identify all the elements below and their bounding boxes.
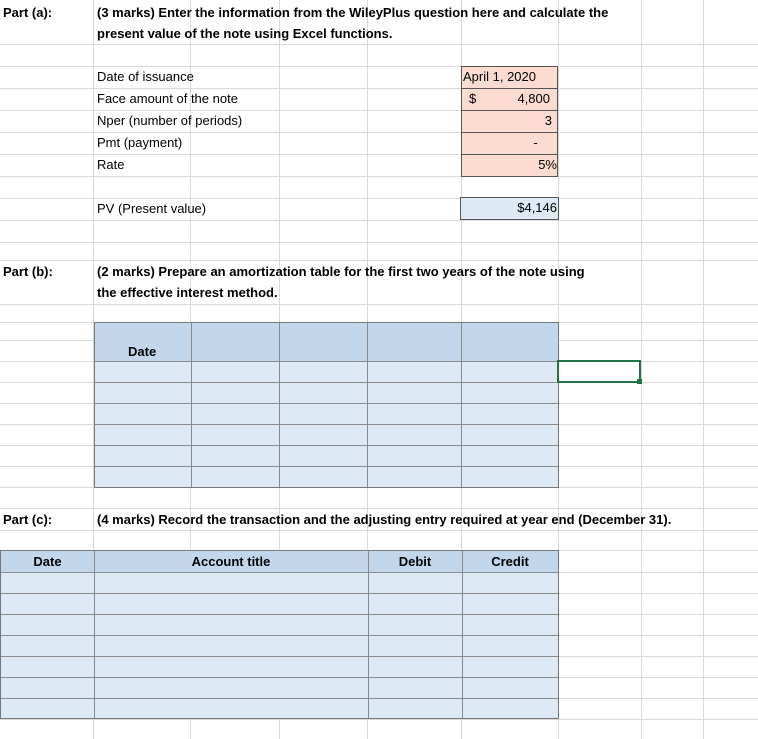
part-b-label: Part (b): <box>3 264 53 279</box>
face-amount-label: Face amount of the note <box>97 91 238 106</box>
journal-date-header: Date <box>33 554 62 569</box>
pv-label: PV (Present value) <box>97 201 207 216</box>
amortization-date-header: Date <box>128 344 157 359</box>
part-a-label: Part (a): <box>3 5 53 20</box>
face-amount-currency: $ <box>469 91 477 106</box>
part-c-label: Part (c): <box>3 512 53 527</box>
pmt-cell[interactable]: - <box>533 135 538 150</box>
active-cell-selection[interactable] <box>557 360 641 383</box>
date-of-issuance-cell[interactable]: April 1, 2020 <box>463 69 536 84</box>
amortization-table-header <box>95 323 558 361</box>
face-amount-cell[interactable]: 4,800 <box>517 91 550 106</box>
part-b-instruction-line1: (2 marks) Prepare an amortization table for the first two years of the note using <box>97 264 585 279</box>
rate-cell[interactable]: 5% <box>538 157 557 172</box>
journal-entry-table <box>0 550 559 719</box>
nper-label: Nper (number of periods) <box>97 113 243 128</box>
pv-value-cell[interactable]: $4,146 <box>517 200 557 215</box>
journal-debit-header: Debit <box>398 554 432 569</box>
date-of-issuance-label: Date of issuance <box>97 69 194 84</box>
part-a-instruction-line1: (3 marks) Enter the information from the WileyPlus question here and calculate the <box>97 5 609 20</box>
amortization-table <box>94 322 559 488</box>
rate-label: Rate <box>97 157 125 172</box>
part-a-instruction-line2: present value of the note using Excel functions. <box>97 26 393 41</box>
journal-credit-header: Credit <box>491 554 529 569</box>
journal-account-title-header: Account title <box>191 554 271 569</box>
pmt-label: Pmt (payment) <box>97 135 183 150</box>
part-b-instruction-line2: the effective interest method. <box>97 285 278 300</box>
fill-handle[interactable] <box>637 379 642 384</box>
part-c-instruction: (4 marks) Record the transaction and the adjusting entry required at year end (December 31). <box>97 512 672 527</box>
nper-cell[interactable]: 3 <box>544 113 552 128</box>
